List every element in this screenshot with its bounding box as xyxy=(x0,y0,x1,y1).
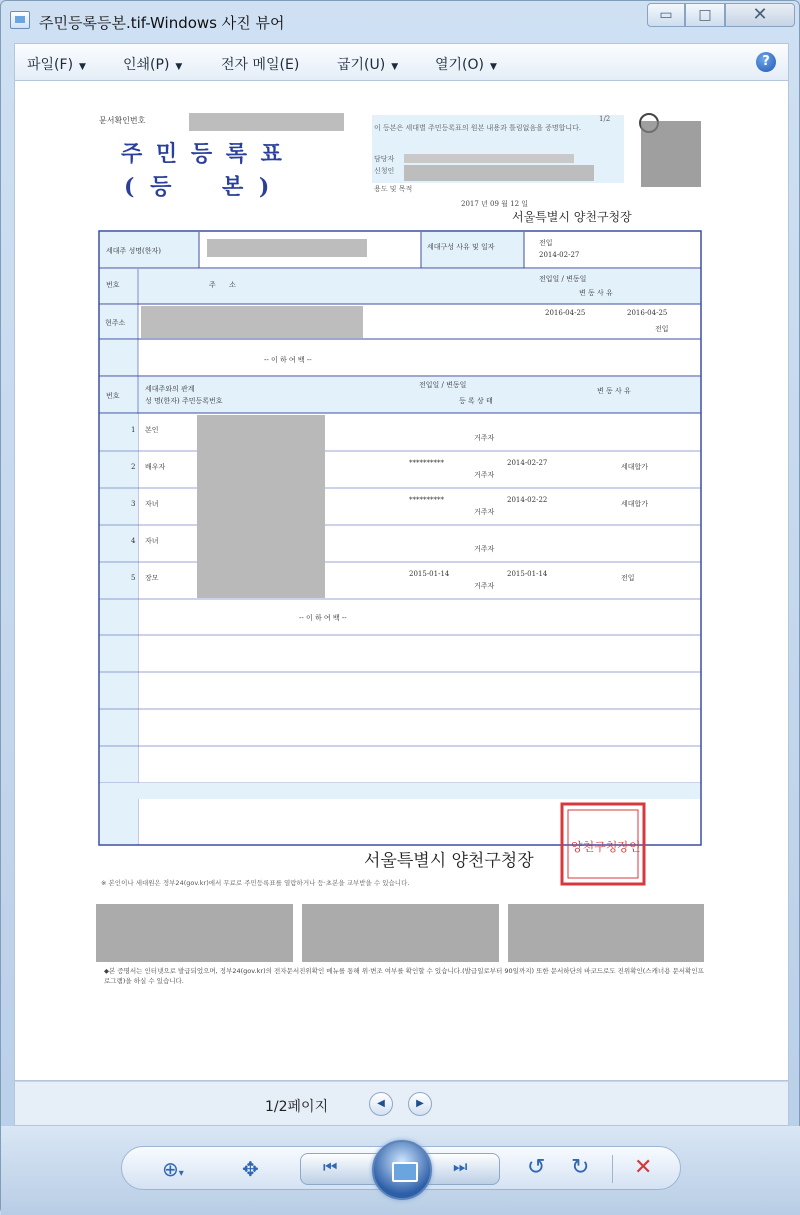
member-date1: ********** xyxy=(409,459,444,467)
member-rel: 자녀 xyxy=(145,537,159,545)
member-status: 거주자 xyxy=(474,508,495,516)
barcode-icon xyxy=(302,904,499,962)
issue-date: 2017 년 09 월 12 일 xyxy=(461,200,529,208)
chevron-down-icon: ▼ xyxy=(391,62,399,72)
addr-header-reason: 변 동 사 유 xyxy=(579,289,613,297)
addr-header-address: 주 소 xyxy=(209,281,236,289)
page-number: 1/2 xyxy=(599,115,611,123)
chevron-down-icon: ▼ xyxy=(175,62,183,72)
head-label: 세대주 성명(한자) xyxy=(106,247,162,255)
member-rel: 배우자 xyxy=(145,463,166,471)
delete-icon[interactable]: ✕ xyxy=(634,1155,653,1180)
member-status: 거주자 xyxy=(474,471,495,479)
rotate-ccw-icon[interactable]: ↺ xyxy=(527,1155,546,1180)
applicant-label: 담당자 xyxy=(374,155,395,163)
previous-icon[interactable]: ⏮ xyxy=(323,1157,338,1176)
mem-header-reason: 변 동 사 유 xyxy=(597,387,631,395)
menu-file[interactable] xyxy=(27,54,86,74)
menu-burn[interactable] xyxy=(337,54,398,74)
addr-reason: 전입 xyxy=(655,325,669,333)
menu-open[interactable] xyxy=(435,54,497,74)
next-page-icon[interactable]: ▶ xyxy=(408,1092,432,1116)
addr-row-current: 현주소 xyxy=(105,319,126,327)
composition-reason: 전입 xyxy=(539,239,553,247)
menu-open-label: 열기(O) xyxy=(435,57,484,73)
maximize-button[interactable]: □ xyxy=(685,3,725,27)
separator xyxy=(612,1155,613,1183)
member-no: 3 xyxy=(131,500,136,508)
member-rel: 장모 xyxy=(145,574,159,582)
verification-note: ◆본 증명서는 인터넷으로 발급되었으며, 정부24(gov.kr)의 전자문서진위확인 메뉴를 통해 위·변조 여부를 확인할 수 있습니다.(발급일로부터 90일까지) 또한 문서하단의 바코드로도 진위확인(스캐너용 문서확인프로그램)을 하실 수 있습니다. xyxy=(104,967,704,985)
redacted-field xyxy=(197,415,325,598)
composition-label: 세대구성 사유 및 일자 xyxy=(427,243,495,251)
member-status: 거주자 xyxy=(474,545,495,553)
member-date1: ********** xyxy=(409,496,444,504)
fit-icon[interactable]: ✥ xyxy=(242,1157,259,1181)
slideshow-icon[interactable] xyxy=(372,1140,432,1200)
member-date2: 2014-02-27 xyxy=(507,459,548,467)
applicant2-label: 신청인 xyxy=(374,167,395,175)
resident-registration-document xyxy=(49,81,755,1081)
redacted-field xyxy=(141,306,363,338)
redacted-field xyxy=(404,165,594,181)
menu-print[interactable] xyxy=(123,54,182,74)
notice-text: 이 등본은 세대별 주민등록표의 원본 내용과 틀림없음을 증명합니다. xyxy=(374,124,582,132)
minimize-button[interactable]: ▭ xyxy=(647,3,685,27)
member-no: 2 xyxy=(131,463,136,471)
page-navigation-bar xyxy=(14,1081,789,1126)
addr-end-marker: -- 이 하 여 백 -- xyxy=(264,356,312,364)
mem-header-date: 전입일 / 변동일 xyxy=(419,381,467,389)
member-rel: 본인 xyxy=(145,426,159,434)
member-date2: 2015-01-14 xyxy=(507,570,548,578)
member-reason: 세대합가 xyxy=(621,463,649,471)
menu-email-label: 전자 메일(E) xyxy=(221,57,300,73)
menu-email[interactable] xyxy=(221,54,299,74)
member-reason: 세대합가 xyxy=(621,500,649,508)
title-bar xyxy=(1,1,800,41)
member-status: 거주자 xyxy=(474,434,495,442)
household-table xyxy=(99,231,701,845)
next-icon[interactable]: ⏭ xyxy=(453,1157,468,1176)
chevron-down-icon: ▼ xyxy=(79,62,86,72)
member-date1: 2015-01-14 xyxy=(409,570,450,578)
composition-date: 2014-02-27 xyxy=(539,251,580,259)
barcode-strip xyxy=(96,904,704,962)
photo-viewer-app-icon xyxy=(10,11,30,29)
help-icon[interactable]: ? xyxy=(756,52,776,72)
seal-text: 양천구청장인 xyxy=(571,840,641,854)
members-end-marker: -- 이 하 여 백 -- xyxy=(299,614,347,622)
command-bar xyxy=(14,43,789,80)
document-title: 주 민 등 록 표 xyxy=(121,141,285,167)
chevron-down-icon: ▼ xyxy=(490,62,497,72)
member-no: 1 xyxy=(131,426,136,434)
mem-header-no: 번호 xyxy=(106,392,120,400)
redacted-field xyxy=(189,113,344,131)
image-viewport[interactable] xyxy=(14,80,789,1081)
member-date2: 2014-02-22 xyxy=(507,496,548,504)
menu-burn-label: 굽기(U) xyxy=(337,57,386,73)
prev-page-icon[interactable]: ◀ xyxy=(369,1092,393,1116)
rotate-cw-icon[interactable]: ↻ xyxy=(571,1155,590,1180)
addr-date-1: 2016-04-25 xyxy=(545,309,586,317)
cert-no-label: 문서확인번호 xyxy=(99,116,146,125)
member-status: 거주자 xyxy=(474,582,495,590)
mem-header-relation: 세대주와의 관계 xyxy=(145,385,195,393)
page-indicator: 1/2페이지 xyxy=(265,1099,329,1115)
member-reason: 전입 xyxy=(621,574,635,582)
menu-print-label: 인쇄(P) xyxy=(123,57,170,73)
barcode-icon xyxy=(508,904,704,962)
mem-header-name: 성 명(한자) 주민등록번호 xyxy=(145,397,223,405)
purpose-label: 용도 및 목적 xyxy=(374,185,413,193)
barcode-icon xyxy=(96,904,293,962)
member-no: 4 xyxy=(131,537,136,545)
member-rel: 자녀 xyxy=(145,500,159,508)
playback-controls xyxy=(1,1126,800,1215)
qr-code-icon xyxy=(641,121,701,187)
addr-date-2: 2016-04-25 xyxy=(627,309,668,317)
mem-header-status: 등 록 상 태 xyxy=(459,397,493,405)
document-subtitle: ( 등 본 ) xyxy=(124,174,274,200)
addr-header-no: 번호 xyxy=(106,281,120,289)
member-no: 5 xyxy=(131,574,136,582)
zoom-icon[interactable]: ⊕▾ xyxy=(162,1157,184,1181)
issuer-bottom: 서울특별시 양천구청장 xyxy=(364,851,534,871)
window-title: 주민등록등본.tif-Windows 사진 뷰어 xyxy=(39,14,285,32)
addr-header-date: 전입일 / 변동일 xyxy=(539,275,587,283)
close-button[interactable]: ✕ xyxy=(725,3,795,27)
document-image xyxy=(49,81,755,1081)
footnote: ※ 본인이나 세대원은 정부24(gov.kr)에서 무료로 주민등록표를 열람하거나 등·초본을 교부받을 수 있습니다. xyxy=(101,879,410,887)
menu-file-label: 파일(F) xyxy=(27,57,74,73)
issuer-top: 서울특별시 양천구청장 xyxy=(512,210,632,224)
redacted-field xyxy=(404,154,574,163)
control-pill xyxy=(121,1146,681,1190)
redacted-field xyxy=(207,239,367,257)
